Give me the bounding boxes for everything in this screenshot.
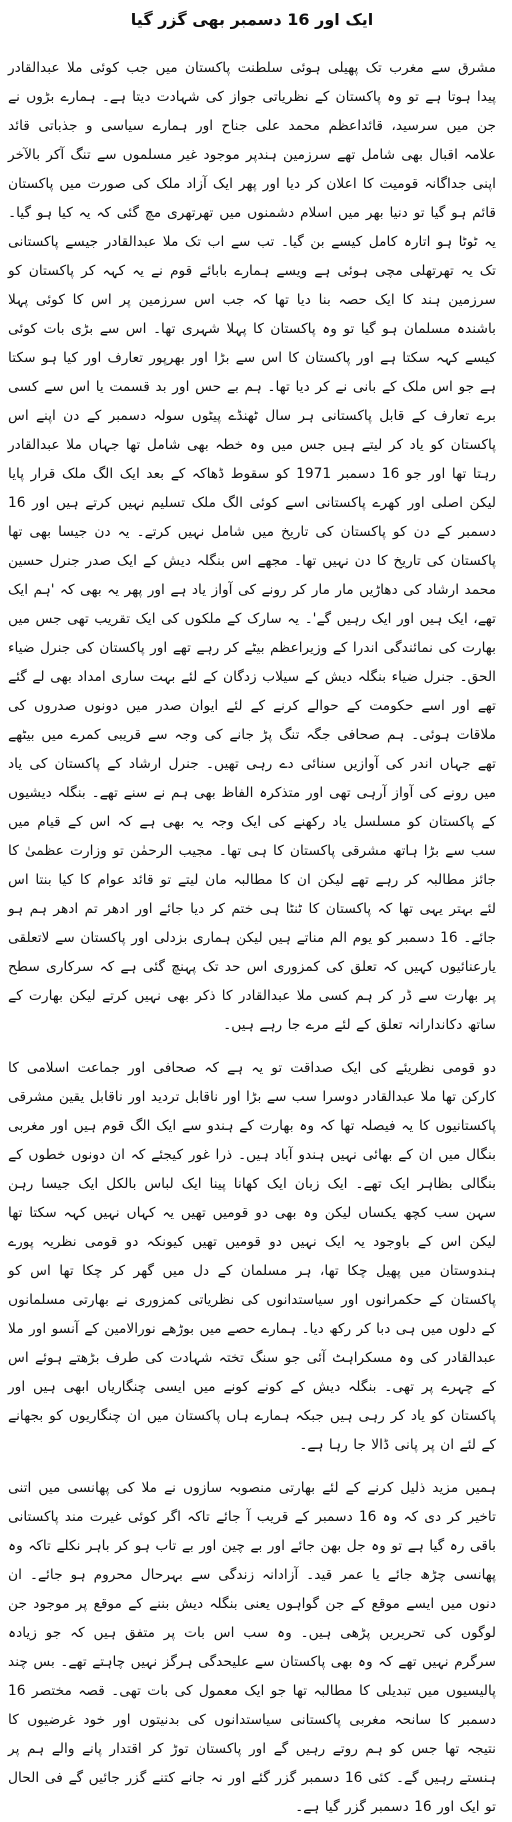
- article-body: [8, 54, 496, 1822]
- article-paragraph: دو قومی نظریئے کی ایک صداقت تو یہ ہے کہ صحافی اور جماعت اسلامی کا کارکن تھا ملا عبدالقادر دوسرا سب سے بڑا اور ناقابل تردید اور ناقابل یقین مشرقی پاکستانیوں کا یہ فیصلہ تھا کہ وہ بھارت کے ہندو سے ایک الگ قوم ہیں اور مغربی بنگال میں ان کے بھائی نہیں ہندو آباد ہیں۔ ذرا غور کیجئے کہ ان دونوں خطوں کے بنگالی بظاہر ایک تھے۔ ایک زبان ایک کھانا پینا ایک لباس بالکل ایک جیسا رہن سہن سب کچھ یکساں لیکن وہ بھی دو قومیں تھیں یہ کہاں نہیں کہہ سکتا تھا لیکن اس کے باوجود یہ ایک نہیں دو قومیں تھیں کیونکہ دو قومی نظریہ پورے ہندوستان میں پھیل چکا تھا، ہر مسلمان کے دل میں گھر کر چکا تھا اس کو پاکستان کے حکمرانوں اور سیاستدانوں کی نظریاتی کمزوری نے بھارتی مسلمانوں کے دلوں میں ہی دبا کر رکھ دیا۔ ہمارے حصے میں بوڑھے نورالامین کے آنسو اور ملا عبدالقادر کی وہ مسکراہٹ آئی جو سنگ تختہ شہادت کی طرف بڑھتے ہوئے اس کے چہرے پر تھی۔ بنگلہ دیش کے کونے کونے میں ایسی چنگاریاں ابھی ہیں اور پاکستان کو یاد کر رہی ہیں جبکہ ہمارے ہاں پاکستان میں ان چنگاریوں کو بجھانے کے لئے ان پر پانی ڈالا جا رہا ہے۔: [8, 1060, 496, 1453]
- article-paragraph: ہمیں مزید ذلیل کرنے کے لئے بھارتی منصوبہ سازوں نے ملا کی پھانسی میں اتنی تاخیر کر دی کہ وہ 16 دسمبر کے قریب آ جائے تاکہ اگر کوئی غیرت مند پاکستانی باقی رہ گیا ہے تو وہ جل بھن جائے اور بے چین اور بے تاب ہو کر باہر نکلے تاکہ وہ پھانسی چڑھ جائے یا عمر قید۔ آزادانہ زندگی سے بہرحال محروم ہو جائے۔ ان دنوں میں ایسے موقع کے جن گواہوں یعنی بنگلہ دیش بننے کے موقع پر موجود جن لوگوں کی تحریریں پڑھی ہیں۔ وہ سب اس بات پر متفق ہیں کہ جو زیادہ سرگرم نہیں تھے کہ وہ بھی پاکستان سے علیحدگی ہرگز نہیں چاہتے تھے۔ بس چند پالیسیوں میں تبدیلی کا مطالبہ تھا جو ایک معمول کی بات تھی۔ قصہ مختصر 16 دسمبر کا سانحہ مغربی پاکستانی سیاستدانوں کی بدنیتوں اور خود غرضیوں کا نتیجہ تھا جس کو ہم روتے رہیں گے اور پاکستان توڑ کر اقتدار پانے والے ہم پر ہنستے رہیں گے۔ کئی 16 دسمبر گزر گئے اور نہ جانے کتنے گزر جائیں گے فی الحال تو ایک اور 16 دسمبر گزر گیا ہے۔: [8, 1480, 496, 1815]
- article-paragraph: مشرق سے مغرب تک پھیلی ہوئی سلطنت پاکستان میں جب کوئی ملا عبدالقادر پیدا ہوتا ہے تو وہ پاکستان کے نظریاتی جواز کی شہادت دیتا ہے۔ ہمارے بڑوں نے جن میں سرسید، قائداعظم محمد علی جناح اور ہمارے سیاسی و جذباتی قائد علامہ اقبال بھی شامل تھے سرزمین ہندپر موجود غیر مسلموں سے تنگ آکر بالآخر اپنی جداگانہ قومیت کا اعلان کر دیا اور پھر ایک آزاد ملک کی صورت میں پاکستان قائم ہو گیا تو دنیا بھر میں اسلام دشمنوں میں تھرتھری مچ گئی کہ یہ کیا ہو گیا۔ یہ ٹوٹا ہو اتارہ کامل کیسے بن گیا۔ تب سے اب تک ملا عبدالقادر جیسے پاکستانی تک یہ تھرتھلی مچی ہوئی ہے ویسے ہمارے بابائے قوم نے یہ کہہ کر پاکستان کو سرزمین ہند کا ایک حصہ بنا دیا تھا کہ جب اس سرزمین پر اس کا کوئی پہلا باشندہ مسلمان ہو گیا تو وہ پاکستان کا پہلا شہری تھا۔ اس سے بڑی بات کوئی کیسے کہہ سکتا ہے اور پاکستان کا اس سے بڑا اور بھرپور تعارف اور کیا ہو سکتا ہے جو اس ملک کے بانی نے کر دیا تھا۔ ہم بے حس اور بد قسمت یا اس سے کسی برے تعارف کے قابل پاکستانی ہر سال ٹھنڈے پیٹوں سولہ دسمبر کے دن اپنے اس پاکستان کو یاد کر لیتے ہیں جس میں وہ خطہ بھی شامل تھا جہاں ملا عبدالقادر رہتا تھا اور جو 16 دسمبر 1971 کو سقوط ڈھاکہ کے بعد ایک الگ ملک قرار پایا لیکن اصلی اور کھرے پاکستانی اسے کوئی الگ ملک تسلیم نہیں کرتے ہیں اور 16 دسمبر کے دن کو پاکستان کی تاریخ میں شامل نہیں کرتے۔ یہ دن جیسا بھی تھا پاکستان کی تاریخ کا دن نہیں تھا۔ مجھے اس بنگلہ دیش کے ایک صدر جنرل حسین محمد ارشاد کی دھاڑیں مار مار کر رونے کی آواز یاد ہے اور پھر یہ بھی کہ 'ہم ایک تھے، ایک ہیں اور ایک رہیں گے'۔ یہ سارک کے ملکوں کی ایک تقریب تھی جس میں بھارت کی نمائندگی اندرا کے وزیراعظم بیٹے کر رہے تھے اور پاکستان کی جنرل ضیاء الحق۔ جنرل ضیاء بنگلہ دیش کے سیلاب زدگان کے لئے بہت ساری امداد بھی لے گئے تھے اور اسے حکومت کے حوالے کرنے کے لئے ایوان صدر میں دونوں صدروں کی ملاقات ہوئی۔ ہم صحافی جگہ تنگ پڑ جانے کی وجہ سے قریبی کمرے میں بیٹھے تھے جہاں اندر کی آوازیں سنائی دے رہی تھیں۔ جنرل ارشاد کے پاکستان کی یاد میں رونے کی آواز آرہی تھی اور متذکرہ الفاظ بھی ہم نے سنے تھے۔ بنگلہ دیشیوں کے پاکستان کو مسلسل یاد رکھنے کی ایک وجہ یہ بھی ہے کہ اس کے قیام میں سب سے بڑا ہاتھ مشرقی پاکستان کا ہی تھا۔ مجیب الرحمٰن تو وزارت عظمیٰ کا جائز مطالبہ کر رہے تھے لیکن ان کا مطالبہ مان لیتے تو قائد عوام کا کیا بنتا اس لئے بہتر یہی تھا کہ پاکستان کا ٹنٹا ہی ختم کر دیا جائے اور ادھر تم ادھر ہم ہو جائے۔ 16 دسمبر کو یوم الم مناتے ہیں لیکن ہماری بزدلی اور پاکستان سے لاتعلقی یارعنائیوں کہیں کہ تعلق کی کمزوری اس حد تک پہنچ گئی ہے کہ سرکاری سطح پر بھارت سے ڈر کر ہم کسی ملا عبدالقادر کا ذکر بھی نہیں کرتے لیکن بھارت کے ساتھ دکاندارانہ تعلق کے لئے مرے جا رہے ہیں۔: [8, 60, 496, 1033]
- article-headline: ایک اور 16 دسمبر بھی گزر گیا: [130, 10, 374, 29]
